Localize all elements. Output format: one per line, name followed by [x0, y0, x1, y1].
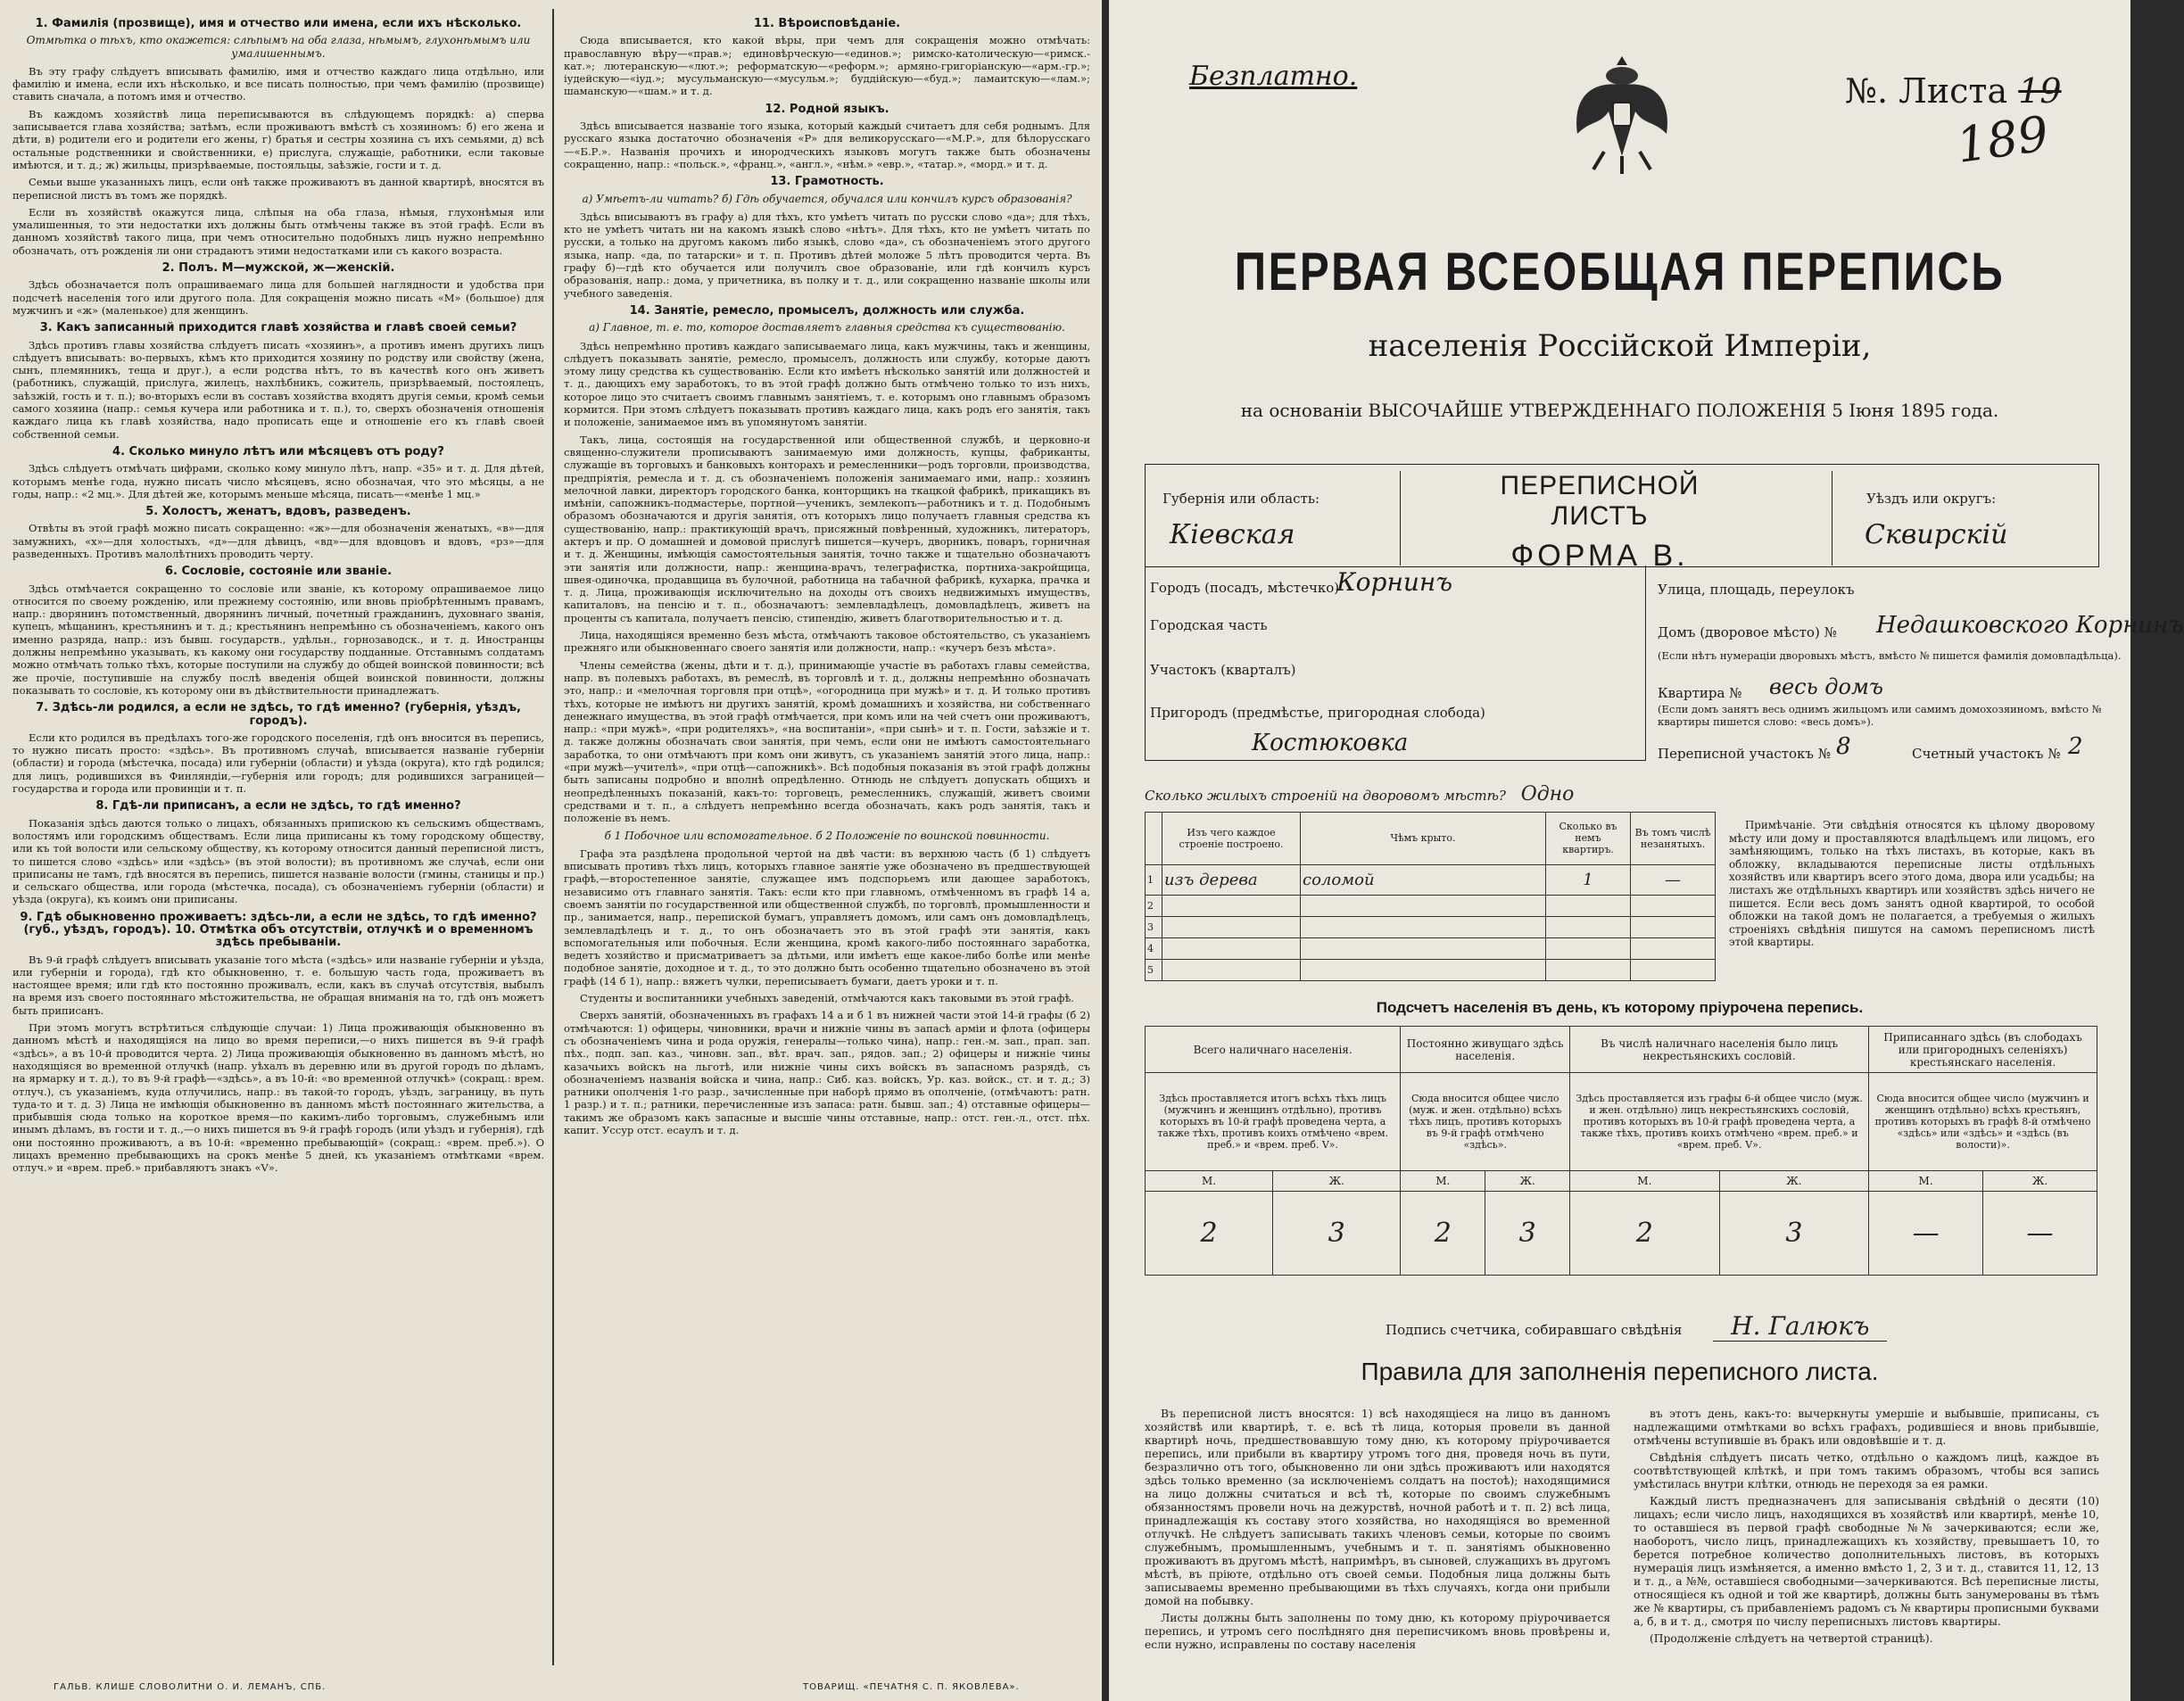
count-desc-row — [1146, 1073, 2097, 1171]
count-value: 2 — [1146, 1192, 1273, 1276]
count-values-row — [1146, 1192, 2097, 1276]
rules-paragraph: Свѣдѣнія слѣдуетъ писать четко, отдѣльно о каждомъ лицѣ, каждое въ соотвѣтствующей клѣткѣ, и при томъ такимъ образомъ, чтобы вся запись умѣстилась внутри клѣтки, отнюдь не переходя за ея рамки. — [1634, 1451, 2099, 1490]
gorod-label: Городъ (посадъ, мѣстечко) — [1150, 580, 1340, 596]
count-header: Въ числѣ наличнаго населенія было лицъ некрестьянскихъ сословій. — [1570, 1027, 1869, 1073]
count-value: — — [1869, 1192, 1983, 1276]
count-desc: Здѣсь проставляется изъ графы 6-й общее число (муж. и жен. отдѣльно) лицъ некрестьянскихъ сословій, противъ которыхъ въ 10-й графѣ проведена черта, а также тѣхъ, противъ коихъ отмѣчено «врем. преб.» и «врем. преб. V». — [1570, 1073, 1869, 1171]
section-heading: 13. Грамотность. — [770, 175, 884, 189]
buildings-header: Въ томъ числѣ незанятыхъ. — [1631, 813, 1716, 865]
female-label: Ж. — [1719, 1171, 1869, 1192]
schetny-uchastok-label: Счетный участокъ № — [1912, 746, 2061, 762]
page-number-handwritten: 189 — [1953, 105, 2052, 174]
roof-cell: соломой — [1301, 864, 1546, 896]
male-label: М. — [1401, 1171, 1485, 1192]
printer-footer-right: ТОВАРИЩ. «ПЕЧАТНЯ С. П. ЯКОВЛЕВА». — [803, 1682, 1020, 1692]
paragraph: Здѣсь отмѣчается сокращенно то сословіе или званіе, къ которому опрашиваемое лицо относится по своему рожденію, или прежнему состоянію, или вновь пріобрѣтеннымъ правамъ, напр.: дворянинъ потомственный, дворянинъ личный, почетный гражданинъ, духовнаго званія, купецъ, мѣщанинъ, крестьянинъ и т. д.; крестьянинъ непремѣнно съ обозначеніемъ, какого онъ именно разряда, напр.: изъ бывш. государств., удѣльн., горнозаводск., и т. д. Иностранцы должны непремѣнно указывать, къ какому они государству подданные. Отставнымъ солдатамъ можно отмѣчать только тѣхъ, которые поступили на службу до общей воинской повинности; всѣ же прочіе, поступившіе на службу послѣ введенія общей воинской повинности, должны показывать то сословіе, къ которому они въ дѣйствительности принадлежатъ. — [12, 582, 544, 697]
paragraph: Въ эту графу слѣдуетъ вписывать фамилію, имя и отчество каждаго лица отдѣльно, или фамилію и имена, если ихъ нѣсколько, и все писать полностью, при чемъ фамилію (прозвище) ставить сначала, а потомъ имя и отчество. — [12, 64, 544, 103]
row-number: 4 — [1146, 938, 1162, 960]
count-value: 3 — [1485, 1192, 1570, 1276]
sheet-number — [1845, 71, 2062, 111]
buildings-header: Сколько въ немъ квартиръ. — [1546, 813, 1631, 865]
right-page-census-form — [1109, 0, 2184, 1701]
dom-value: Недашковского Корнинъ — [1876, 612, 2184, 639]
sheet-number-old: 19 — [2018, 71, 2062, 111]
count-value: 3 — [1719, 1192, 1869, 1276]
gubernia-cell — [1145, 471, 1401, 566]
roof-cell — [1301, 917, 1546, 938]
paragraph: Здѣсь вписываютъ въ графу а) для тѣхъ, кто умѣетъ читать по русски слово «да»; для тѣхъ, кто не умѣетъ читать ни на какомъ языкѣ слово «нѣтъ». Для тѣхъ, кто не умѣетъ читать по русски, а только на другомъ какомъ либо языкѣ, слово «да», съ обозначеніемъ этого другого языка, напр. «да, по татарски» и т. п. Противъ дѣтей моложе 5 лѣтъ проводится черта. Въ графу б)—гдѣ кто обучается или получилъ свое образованіе, или гдѣ кончилъ курсъ образованія, напр.: дома, у причетника, въ полку и т. д., или сокращенно названіе школы или учебного заведенія. — [564, 210, 1090, 300]
male-label: М. — [1146, 1171, 1273, 1192]
vacant-cell — [1631, 938, 1716, 960]
apartments-cell: 1 — [1546, 864, 1631, 896]
paragraph: Здѣсь слѣдуетъ отмѣчать цифрами, сколько кому минуло лѣтъ, напр. «35» и т. д. Для дѣтей, которымъ менѣе года, нужно писать число мѣсяцевъ, ясно обозначая, что это мѣсяцы, а не годы, напр.: «2 мц.». Для дѣтей же, которымъ меньше мѣсяца, писать—«менѣе 1 мц.» — [12, 462, 544, 500]
prigorod-value: Костюковка — [1252, 730, 1409, 756]
table-row — [1146, 960, 1716, 981]
imperial-eagle-icon — [1568, 49, 1675, 178]
row-number: 3 — [1146, 917, 1162, 938]
rules-paragraph: (Продолженіе слѣдуетъ на четвертой страницѣ). — [1650, 1632, 1933, 1645]
ulitsa-label: Улица, площадь, переулокъ — [1658, 582, 1855, 598]
count-value: 3 — [1273, 1192, 1401, 1276]
uezd-value: Сквирскій — [1865, 519, 2008, 550]
material-cell — [1162, 917, 1301, 938]
material-cell — [1162, 960, 1301, 981]
paragraph: Если кто родился въ предѣлахъ того-же городского поселенія, гдѣ онъ вносится въ перепись, то нужно писать просто: «здѣсь». Въ противномъ случаѣ, вписывается названіе губерніи (области) и города (мѣстечка, посада) или губерніи (области) и уѣзда (округа), кто гдѣ родился; для лицъ, родившихся въ Финляндіи,—губернія или городъ; для родившихся заграницей—государства и города или провинціи и т. п. — [12, 731, 544, 796]
paragraph: Такъ, лица, состоящія на государственной или общественной службѣ, и церковно-и священно-служители прописываютъ занимаемую ими должность, купцы, фабриканты, служащіе въ торговыхъ и банковыхъ конторахъ и ремесленники—родъ торговли, производства, предпріятія, ремесла и т. д. съ обозначеніемъ положенія занимаемаго ими, напр.: хозяинъ мелочной лавки, директоръ городского банка, конторщикъ на ткацкой фабрикѣ, прикащикъ въ имѣніи, сапожникъ-подмастерье, портной—ученикъ, землекопъ—работникъ и т. д. Подобнымъ образомъ обозначаются и другія занятія, отъ которыхъ лицо получаетъ главныя средства къ существованію, напр.: практикующій врачъ, присяжный повѣренный, художникъ, литераторъ, актеръ и пр. О домашней и домовой прислугѣ пишется—кучеръ, дворникъ, поваръ, горничная и т. д. Женщины, имѣющія самостоятельныя занятія, точно также и тщательно обозначаютъ эти занятія или должности, напр.: женщина-врачъ, телеграфистка, портниха-закройщица, швея-одиночка, продавщица въ булочной, работница на табачной фабрикѣ, кухарка, прачка и т. д. Лица, проживающія исключительно на доходы отъ своихъ недвижимыхъ имуществъ, капиталовъ, на пенсію и т. п., обозначаютъ: землевладѣлецъ, домовладѣлецъ, живетъ на проценты съ капитала, получаетъ пенсію, стипендію, живетъ благотворительностью и т. д. — [564, 433, 1090, 624]
table-row — [1146, 864, 1716, 896]
vacant-cell — [1631, 896, 1716, 917]
female-label: Ж. — [1485, 1171, 1570, 1192]
printer-footer-left: ГАЛЬВ. КЛИШЕ СЛОВОЛИТНИ О. И. ЛЕМАНЪ, СПБ. — [54, 1682, 327, 1692]
gubernia-value: Кіевская — [1170, 519, 1295, 550]
buildings-table — [1145, 812, 1716, 981]
section-heading: 3. Какъ записанный приходится главѣ хозяйства и главѣ своей семьи? — [39, 321, 517, 335]
census-basis: на основаніи ВЫСОЧАЙШЕ УТВЕРЖДЕННАГО ПОЛОЖЕНІЯ 5 Іюня 1895 года. — [1240, 400, 1999, 421]
section-heading: 5. Холостъ, женатъ, вдовъ, разведенъ. — [145, 505, 411, 519]
paragraph: Студенты и воспитанники учебныхъ заведеній, отмѣчаются какъ таковыми въ этой графѣ. — [580, 992, 1074, 1005]
roof-cell — [1301, 960, 1546, 981]
paragraph: Показанія здѣсь даются только о лицахъ, обязанныхъ припискою къ сельскимъ обществамъ, волостямъ или городскимъ обществамъ. Если лица приписаны къ тому городскому обществу, или къ той волости или сельскому обществу, къ которому относится данный переписной листъ, то пишется слово «здѣсь» или «здѣсь» (въ этой волости); въ противномъ же случаѣ, если они приписаны не тамъ, гдѣ вносятся въ перепись, пишется названіе волости (гмины, станицы и пр.) и сельскаго общества, или города (мѣстечка, посада), съ обозначеніемъ губерніи (области) и уѣзда (округа), къ коимъ они приписаны. — [12, 816, 544, 906]
perepisnoy-uchastok-value: 8 — [1836, 733, 1851, 760]
kvartira-label: Квартира № — [1658, 685, 1742, 701]
instructions-column-right — [564, 12, 1090, 1665]
paragraph: Въ 9-й графѣ слѣдуетъ вписывать указаніе того мѣста («здѣсь» или названіе губерніи и уѣзда, или губерніи и города), гдѣ кто обыкновенно, т. е. большую часть года, проживаетъ въ настоящее время; или гдѣ кто постоянно проживалъ, если, какъ въ случаѣ отсутствія, выбылъ на время изъ своего постояннаго мѣстожительства, не обращая вниманія на то, гдѣ онъ можетъ быть приписанъ. — [12, 953, 544, 1017]
paragraph: Если въ хозяйствѣ окажутся лица, слѣпыя на оба глаза, нѣмыя, глухонѣмыя или умалишенныя, то эти недостатки ихъ должны быть отмѣчены также въ этой графѣ. Если въ данномъ хозяйствѣ такого лица, при чемъ относительно подобныхъ лицъ нужно непремѣнно обозначать, отъ рожденія ли они страдаютъ этими недостатками или съ какого возраста. — [12, 205, 544, 257]
stroeniy-question — [1145, 783, 1574, 805]
section-heading: 9. Гдѣ обыкновенно проживаетъ: здѣсь-ли, а если не здѣсь, то гдѣ именно? (губ., уѣздъ, городъ). 10. Отмѣтка объ отсутствіи, отлучкѣ и о временномъ здѣсь пребываніи. — [20, 910, 537, 950]
free-label: Безплатно. — [1189, 61, 1358, 92]
gorod-value: Корнинъ — [1336, 567, 1453, 597]
rules-paragraph: Каждый листъ предназначенъ для записыванія свѣдѣній о десяти (10) лицахъ; если число лицъ, находящихся въ хозяйствѣ или квартирѣ, менѣе 10, то оставшіеся въ первой графѣ свободные №№ зачеркиваются; если же, наоборотъ, число лицъ, принадлежащихъ къ хозяйству, превышаетъ 10, то берется потребное количество дополнительныхъ листовъ, въ которыхъ нумерація лицъ измѣняется, а именно вмѣсто 1, 2, 3 и т. д., ставится 11, 12, 13 и т. д., а №№, оставшіеся свободными—зачеркиваются. Всѣ переписные листы, относящіеся къ одной и той же квартирѣ, должны быть занумерованы въ тѣмъ же № квартиры, съ прибавленіемъ радомъ съ № квартиры прописными буквами а, б, в и т. д., смотря по числу переписныхъ листовъ квартиры. — [1634, 1495, 2099, 1628]
vacant-cell: — — [1631, 864, 1716, 896]
perepisnoy-uchastok-label: Переписной участокъ № — [1658, 746, 1831, 762]
sheet-number-label: №. Листа — [1845, 71, 2008, 111]
form-title: ПЕРЕПИСНОЙ ЛИСТЪ — [1500, 471, 1700, 531]
paragraph: Сюда вписывается, кто какой вѣры, при чемъ для сокращенія можно отмѣчать: православную вѣру—«прав.»; единовѣрческую—«единов.»; римско-католическую—«римск.-кат.»; лютеранскую—«лют.»; реформатскую—«реформ.»; армяно-григоріанскую—«арм.-гр.»; іудейскую—«іуд.»; мусульманскую—«мусульм.»; буддійскую—«буд.»; ламаитскую—«лам.»; шаманскую—«шам.» и т. д. — [564, 34, 1090, 98]
paragraph: Сверхъ занятій, обозначенныхъ въ графахъ 14 а и б 1 въ нижней части этой 14-й графы (б 2) отмѣчаются: 1) офицеры, чиновники, врачи и нижніе чины въ запасѣ арміи и флота (офицеры съ обозначеніемъ чина и рода оружія, генералы—только чина), напр.: ген.-м. зап., прап. зап. пѣх., подп. зап. каз., чиновн. зап., вѣт. врач. зап., рядов. зап.; 2) офицеры и нижніе чины казачьихъ войскъ на льготѣ, или нижніе чины сихъ войскъ въ запасномъ разрядѣ, съ обозначеніемъ названія войска и чина, напр.: Сиб. каз. войскъ, Ур. каз. войск., ст. и т. д.; 3) ратники ополченія 1-го разр., зачисленные при наборѣ прямо въ ополченіе, (отмѣчаютъ: ратн. 1 разр.) и т. п.; ратники, перечисленные изъ запаса: ратн. бывш. зап.; 4) отставные офицеры—такимъ же образомъ какъ запасные и высшіе чины отставные, напр.: отст. ген.-л., отст. пѣх. капит. Уссур отст. есаулъ и т. д. — [564, 1009, 1090, 1137]
rules-paragraph: Въ переписной листъ вносятся: 1) всѣ находящіеся на лицо въ данномъ хозяйствѣ или квартирѣ, т. е. всѣ тѣ лица, которыя провели въ данной квартирѣ ночь, предшествовавшую тому дню, къ которому пріурочивается перепись, или прибыли въ квартиру утромъ того дня, проведя ночь въ пути, безразлично отъ того, обыкновенно ли они здѣсь проживаютъ или находятся здѣсь только временно (за исключеніемъ солдатъ на постоѣ); находящимися на лицо должны считаться и всѣ тѣ, которые по своимъ служебнымъ обязанностямъ провели ночь на дежурствѣ, ночной работѣ и т. п. 2) всѣ лица, принадлежащія къ составу этого хозяйства, но находящіяся во временной отлучкѣ. Не слѣдуетъ записывать такихъ членовъ семьи, которые по своимъ служебнымъ, промышленнымъ, учебнымъ и т. п. занятіямъ обыкновенно проживаютъ въ другомъ мѣстѣ, напримѣръ, въ сыновей, служащихъ въ другомъ мѣстѣ, въ пріюте, отдѣльно отъ своей семьи. Подобныя лица должны быть записываемы временно пребывающими въ тѣхъ случаяхъ, когда они прибыли домой на побывку. — [1145, 1408, 1610, 1607]
section-heading: 12. Родной языкъ. — [765, 102, 889, 116]
male-label: М. — [1570, 1171, 1720, 1192]
rules-column-right — [1634, 1408, 2099, 1649]
row-number: 5 — [1146, 960, 1162, 981]
rules-paragraph: Листы должны быть заполнены по тому дню, къ которому пріурочивается перепись, и утромъ сего послѣдняго дня переписчикомъ вновь провѣрены и, если нужно, исправлены по составу населенія — [1145, 1612, 1610, 1651]
count-header: Всего наличнаго населенія. — [1146, 1027, 1401, 1073]
material-cell: изъ дерева — [1162, 864, 1301, 896]
rules-paragraph: въ этотъ день, какъ-то: вычеркнуты умершіе и выбывшіе, приписаны, съ надлежащими отмѣтками во всѣхъ графахъ, родившіеся и вновь прибывшіе, отмѣчены вступившіе въ бракъ или овдовѣвшіе и т. д. — [1634, 1408, 2099, 1447]
uchastok-label: Участокъ (кварталъ) — [1150, 662, 1296, 678]
gubernia-label: Губернія или область: — [1162, 491, 1320, 507]
female-label: Ж. — [1273, 1171, 1401, 1192]
section-heading: 1. Фамилія (прозвище), имя и отчество или имена, если ихъ нѣсколько. — [35, 17, 522, 30]
apartments-cell — [1546, 938, 1631, 960]
male-label: М. — [1869, 1171, 1983, 1192]
instructions-column-left — [12, 12, 544, 1665]
section-subheading: а) Умѣетъ-ли читать? б) Гдѣ обучается, обучался или кончилъ курсъ образованія? — [582, 192, 1072, 205]
section-heading: 11. Вѣроисповѣданіе. — [753, 17, 901, 30]
dom-label: Домъ (дворовое мѣсто) № — [1658, 624, 1837, 640]
buildings-header-row — [1146, 813, 1716, 865]
paragraph: Отвѣты въ этой графѣ можно писать сокращенно: «ж»—для обозначенія женатыхъ, «в»—для замужнихъ, «х»—для холостыхъ, «д»—для дѣвицъ, «вд»—для вдовцовъ и вдовъ, «рз»—для разведенныхъ. Противъ малолѣтнихъ проводить черту. — [12, 522, 544, 560]
section-subheading: а) Главное, т. е. то, которое доставляетъ главныя средства къ существованію. — [589, 321, 1065, 334]
count-header-row — [1146, 1027, 2097, 1073]
section-subheading: Отмѣтка о тѣхъ, кто окажется: слѣпымъ на оба глаза, нѣмымъ, глухонѣмымъ или умалишеннымъ. — [26, 34, 531, 60]
paragraph: Лица, находящіяся временно безъ мѣста, отмѣчаютъ таковое обстоятельство, съ указаніемъ прежняго или обыкновеннаго своего занятія или должности, напр.: «кучеръ безъ мѣста». — [564, 629, 1090, 655]
section-heading: 4. Сколько минуло лѣтъ или мѣсяцевъ отъ роду? — [112, 444, 444, 458]
table-row — [1146, 917, 1716, 938]
row-number: 1 — [1146, 864, 1162, 896]
prigorod-label: Пригородъ (предмѣстье, пригородная слобода) — [1150, 705, 1485, 721]
count-value: — — [1983, 1192, 2097, 1276]
stroeniy-answer: Одно — [1520, 783, 1575, 805]
apartments-cell — [1546, 917, 1631, 938]
gor-chast-label: Городская часть — [1150, 617, 1268, 633]
apartments-cell — [1546, 896, 1631, 917]
paragraph: При этомъ могутъ встрѣтиться слѣдующіе случаи: 1) Лица проживающія обыкновенно въ данномъ мѣстѣ и находящіяся на лицо во время переписи,—о нихъ пишется въ 9-й графѣ «здѣсь», а въ 10-й проводится черта. 2) Лица проживающія обыкновенно въ данномъ мѣстѣ, но находящіяся во временной отлучкѣ (напр. уѣхалъ въ деревню или въ другой городъ по дѣламъ, на ярмарку и т. д.), то въ 9-й графѣ—«здѣсь», а въ 10-й: «во временной отлучкѣ» (сокращ.: врем. отлуч.), съ указаніемъ, куда отлучились, напр.: въ такой-то городъ, уѣздъ, заграницу, въ путь туда-то и т. д. 3) Лица не имѣющія обыкновенно въ данномъ мѣстѣ постояннаго жительства, а прибывшія сюда только на короткое время—по какимъ-либо торговымъ, служебнымъ или инымъ дѣламъ, въ гости и т. д.,—о нихъ пишется въ 9-й графѣ городъ (или уѣздъ и губернія), гдѣ они постоянно проживаютъ, а въ 10-й: «временно пребывающій» (сокращ.: «врем. преб.»). О лицахъ временно пребывающихъ на срокъ менѣе 5 дней, къ указаніемъ отмѣтками «врем. отлуч.» и «врем. преб.» прибавляютъ знакъ «V». — [12, 1021, 544, 1175]
count-value: 2 — [1401, 1192, 1485, 1276]
count-desc: Сюда вносится общее число (муж. и жен. отдѣльно) всѣхъ тѣхъ лицъ, противъ которыхъ въ 9-й графѣ отмѣчено «здѣсь». — [1401, 1073, 1570, 1171]
census-subtitle: населенія Россійской Имперіи, — [1368, 328, 1872, 364]
material-cell — [1162, 896, 1301, 917]
paragraph: Здѣсь противъ главы хозяйства слѣдуетъ писать «хозяинъ», а противъ именъ другихъ лицъ слѣдуетъ вписывать: во-первыхъ, кѣмъ кто приходится хозяину по родству или свойству (жена, сынъ, племянникъ, теща и друг.), а если родства нѣтъ, то въ качествѣ кого онъ живетъ (работникъ, служащій, прислуга, жилецъ, нахлѣбникъ, сожитель, призрѣваемый, постоялецъ, заѣзжій, гость и т. п.); во-вторыхъ если въ составъ хозяйства входятъ другія семьи, кромѣ семьи самого хозяина (напр.: семья кучера или работника и т. п.), то, сверхъ обозначенія отношенія каждаго лица къ главѣ хозяйства, надо прописать еще и отношеніе его къ главѣ своей собственной семьи. — [12, 338, 544, 441]
apartments-cell — [1546, 960, 1631, 981]
census-title: ПЕРВАЯ ВСЕОБЩАЯ ПЕРЕПИСЬ — [1234, 242, 2006, 301]
roof-cell — [1301, 938, 1546, 960]
schetny-uchastok-value: 2 — [2068, 733, 2083, 760]
column-divider — [552, 9, 554, 1665]
roof-cell — [1301, 896, 1546, 917]
vacant-cell — [1631, 960, 1716, 981]
count-header: Приписаннаго здѣсь (въ слободахъ или пригородныхъ селеніяхъ) крестьянскаго населенія. — [1869, 1027, 2097, 1073]
section-heading: 14. Занятіе, ремесло, промыселъ, должность или служба. — [629, 303, 1025, 318]
rules-column-left — [1145, 1408, 1610, 1656]
uezd-label: Уѣздъ или округъ: — [1866, 491, 1997, 507]
form-subtitle: ФОРМА В. — [1510, 539, 1689, 573]
count-desc: Сюда вносится общее число (мужчинъ и женщинъ отдѣльно) всѣхъ крестьянъ, противъ которыхъ въ графѣ 8-й отмѣчено «здѣсь» или «здѣсь» и «здѣсь (въ волости)». — [1869, 1073, 2097, 1171]
buildings-note: Примѣчаніе. Эти свѣдѣнія относятся къ цѣлому дворовому мѣсту или дому и проставляются владѣльцемъ или лицомъ, его замѣняющимъ, только на тѣхъ листахъ, въ которые, какъ въ обложку, вкладываются переписные листы отдѣльныхъ хозяйствъ или квартиръ всего этого дома, двора или усадьбы; на листахъ же отдѣльныхъ квартиръ или хозяйствъ здѣсь ничего не пишется. Если весь домъ занятъ одной квартирой, то особой обложки на такой домъ не полагается, а требуемыя о жилыхъ строеніяхъ свѣдѣнія пишутся на самомъ переписномъ листѣ этой квартиры. — [1729, 819, 2095, 949]
stroeniy-question-text: Сколько жилыхъ строеній на дворовомъ мѣстѣ? — [1145, 788, 1506, 804]
count-value: 2 — [1570, 1192, 1720, 1276]
paragraph: Здѣсь обозначается полъ опрашиваемаго лица для большей наглядности и удобства при подсчетѣ населенія того или другого пола. Для сокращенія можно писать «М» (большое) для мужчинъ и «ж» (маленькое) для женщинъ. — [12, 278, 544, 317]
kvartira-value: весь домъ — [1769, 674, 1883, 699]
section-subheading: б 1 Побочное или вспомогательное. б 2 Положеніе по воинской повинности. — [604, 829, 1050, 842]
form-heading — [1466, 471, 1733, 574]
uezd-cell — [1832, 471, 2098, 566]
count-header: Постоянно живущаго здѣсь населенія. — [1401, 1027, 1570, 1073]
rules-title: Правила для заполненія переписного листа. — [1361, 1358, 1879, 1385]
paragraph: Въ каждомъ хозяйствѣ лица переписываются въ слѣдующемъ порядкѣ: а) сперва записывается глава хозяйства; затѣмъ, если проживаютъ вмѣстѣ съ хозяиномъ: б) его жена и дѣти, в) родители его и родители его жены, г) братья и сестры хозяина съ ихъ семьями, д) всѣ остальные родственники и свойственники, е) прислуга, служащіе, работники, если таковые имѣются, и т. д.; ж) жильцы, призрѣваемые, постояльцы, заѣзжіе, гости и т. д. — [12, 107, 544, 171]
paragraph: Члены семейства (жены, дѣти и т. д.), принимающіе участіе въ работахъ главы семейства, напр. въ полевыхъ работахъ, въ ремеслѣ, въ торговлѣ и т. д., должны непремѣнно обозначать это, напр.: и «мелочная торговля при отцѣ», «огородница при мужѣ» и т. д. И только противъ тѣхъ, которые не имѣютъ ни другихъ занятій, кромѣ домашнихъ и хозяйства, ни собственнаго денежнаго имущества, въ этой графѣ отмѣчается, при комъ или на чей счетъ они проживаютъ, напр.: «при мужѣ», «при родителяхъ», «на воспитаніи», «при сынѣ» и т. п. Гости, заѣзжіе и т. д. также должны обозначать свои занятія, при чемъ, если они не имѣютъ самостоятельнаго заработка, то они отмѣчаютъ при комъ они живутъ, съ указаніемъ занятій этого лица, напр.: «при мужѣ—учителѣ», «при отцѣ—сапожникѣ». Всѣ подобныя показанія въ этой графѣ должны быть записаны подробно и вполнѣ опредѣленно. Отнюдь не слѣдуетъ допускать общихъ и неопредѣленныхъ показаній, какъ-то: торговецъ, ремесленникъ, служащій, живетъ своими средствами и т. п., а слѣдуетъ непремѣнно всегда обозначать, какъ родъ занятія, такъ и положеніе въ немъ. — [564, 658, 1090, 825]
paragraph: Здѣсь непремѣнно противъ каждаго записываемаго лица, какъ мужчины, такъ и женщины, слѣдуетъ показывать занятіе, ремесло, промыселъ, должность или службу, которые даютъ этому лицу средства къ существованію. Если кто имѣетъ нѣсколько занятій или должностей и т. д., дающихъ ему заработокъ, то въ этой графѣ должно быть отмѣчено только то изъ нихъ, которое лицо это считаетъ своимъ главнымъ занятіемъ, т. е. которымъ оно главнымъ образомъ кормится. При этомъ слѣдуетъ показывать противъ каждаго лица, какъ родъ его занятія, такъ и положеніе, занимаемое имъ въ упомянутомъ занятіи. — [564, 339, 1090, 429]
row-number: 2 — [1146, 896, 1162, 917]
section-heading: 7. Здѣсь-ли родился, а если не здѣсь, то гдѣ именно? (губернія, уѣздъ, городъ). — [36, 701, 521, 728]
signature-label: Подпись счетчика, собиравшаго свѣдѣнія — [1386, 1322, 1683, 1338]
population-count-table — [1145, 1026, 2097, 1276]
signature-value: Н. Галюкъ — [1713, 1311, 1887, 1342]
paragraph: Графа эта раздѣлена продольной чертой на двѣ части: въ верхнюю часть (б 1) слѣдуетъ вписывать противъ тѣхъ лицъ, которыхъ главное занятіе уже обозначено въ предшествующей графѣ,—второстепенное занятіе, служащее имъ подспорьемъ или дающее заработокъ, независимо отъ главнаго занятія. Такъ: если кто при главномъ, отмѣченномъ въ графѣ 14 а, своемъ занятіи по государственной или общественной службѣ, по торговлѣ, промышленности и пр., занимается, напр., перепиской бумагъ, управляетъ домомъ, или самъ онъ домовладѣлецъ, землевладѣлецъ и т. д., то онъ обозначаетъ это въ этой графѣ эти занятія, какъ вспомогательныя или побочныя. Если женщина, кромѣ какого-либо постояннаго заработка, ведетъ хозяйство и присматриваетъ за дѣтьми, или имѣетъ еще какое-либо болѣе или менѣе подобное занятіе, доходное и т. д., то это должно быть особенно тщательно обозначено въ этой графѣ (14 б 1), напр.: вяжетъ чулки, переписываетъ бумаги, даетъ уроки и т. п. — [564, 846, 1090, 987]
buildings-header: Изъ чего каждое строеніе построено. — [1162, 813, 1301, 865]
vacant-cell — [1631, 917, 1716, 938]
material-cell — [1162, 938, 1301, 960]
section-heading: 8. Гдѣ-ли приписанъ, а если не здѣсь, то гдѣ именно? — [95, 799, 461, 813]
section-heading: 2. Полъ. М—мужской, ж—женскій. — [161, 261, 395, 276]
signature-line — [1386, 1311, 1887, 1341]
table-row — [1146, 896, 1716, 917]
paragraph: Здѣсь вписывается названіе того языка, который каждый считаетъ для себя роднымъ. Для русскаго языка достаточно обозначенія «Р» для великорусскаго—«М.Р.», для бѣлорусскаго—«Б.Р.». Названія прочихъ и инородческихъ языковъ могутъ также быть обозначены сокращенно, напр.: «польск.», «франц.», «англ.», «нѣм.» «евр.», «татар.», «морд.» и т. д. — [564, 120, 1090, 170]
dom-note: (Если нѣтъ нумераціи дворовыхъ мѣстъ, вмѣсто № пишется фамилія домовладѣльца). — [1658, 649, 2122, 662]
paragraph: Семьи выше указанныхъ лицъ, если онѣ также проживаютъ въ данной квартирѣ, вносятся въ переписной листъ въ томъ же порядкѣ. — [12, 176, 544, 202]
count-title: Подсчетъ населенія въ день, къ которому пріурочена перепись. — [1376, 999, 1864, 1016]
table-row — [1146, 938, 1716, 960]
kvartira-note: (Если домъ занятъ весь однимъ жильцомъ или самимъ домохозяиномъ, вмѣсто № квартиры пишется слово: «весь домъ»). — [1658, 703, 2102, 728]
female-label: Ж. — [1983, 1171, 2097, 1192]
count-mz-row — [1146, 1171, 2097, 1192]
buildings-header: Чѣмъ крыто. — [1301, 813, 1546, 865]
count-desc: Здѣсь проставляется итогъ всѣхъ тѣхъ лицъ (мужчинъ и женщинъ отдѣльно), противъ которыхъ въ 10-й графѣ проведена черта, а также тѣхъ, противъ коихъ отмѣчено «врем. преб.» и «врем. преб. V». — [1146, 1073, 1401, 1171]
section-heading: 6. Сословіе, состояніе или званіе. — [164, 565, 393, 579]
